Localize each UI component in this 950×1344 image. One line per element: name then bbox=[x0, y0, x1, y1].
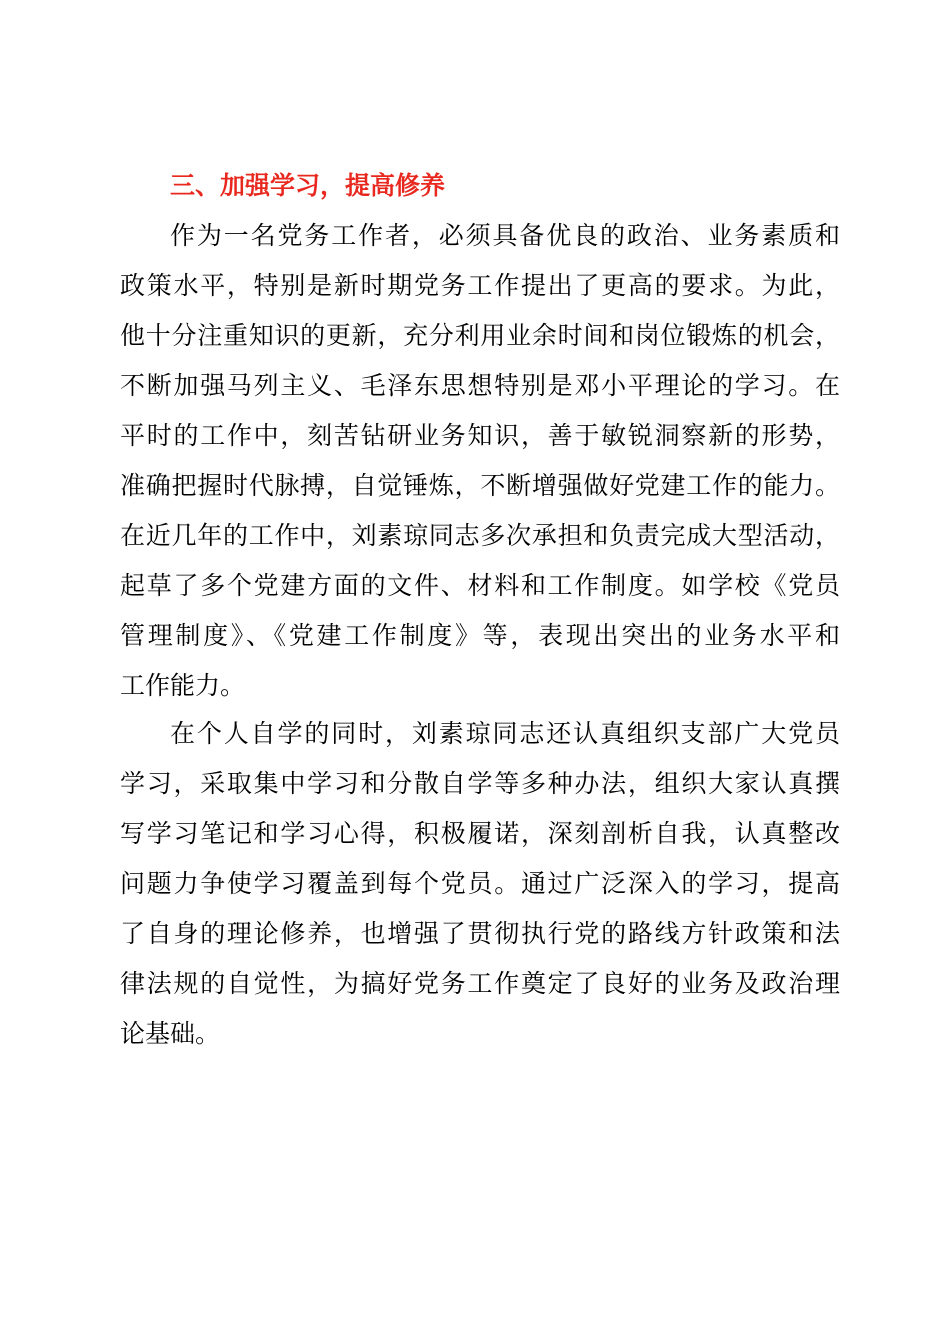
paragraph-1 bbox=[120, 211, 840, 711]
text-line: 作为一名党务工作者，必须具备优良的政治、业务素质和 bbox=[170, 221, 840, 250]
text-line: 学习，采取集中学习和分散自学等多种办法，组织大家认真撰 bbox=[120, 769, 840, 798]
text-line: 政策水平，特别是新时期党务工作提出了更高的要求。为此， bbox=[120, 271, 840, 300]
text-line: 论基础。 bbox=[120, 1019, 221, 1048]
paragraph-2 bbox=[120, 709, 840, 1059]
text-line: 了自身的理论修养，也增强了贯彻执行党的路线方针政策和法 bbox=[120, 919, 840, 948]
text-line: 在近几年的工作中，刘素琼同志多次承担和负责完成大型活动， bbox=[120, 521, 840, 550]
text-line: 在个人自学的同时，刘素琼同志还认真组织支部广大党员 bbox=[170, 719, 840, 748]
text-line: 工作能力。 bbox=[120, 671, 246, 700]
text-line: 管理制度》、《党建工作制度》等，表现出突出的业务水平和 bbox=[120, 621, 840, 650]
text-line: 问题力争使学习覆盖到每个党员。通过广泛深入的学习，提高 bbox=[120, 869, 840, 898]
text-line: 律法规的自觉性，为搞好党务工作奠定了良好的业务及政治理 bbox=[120, 969, 840, 998]
section-heading: 三、加强学习，提高修养 bbox=[170, 171, 446, 200]
text-line: 平时的工作中，刻苦钻研业务知识，善于敏锐洞察新的形势， bbox=[120, 421, 840, 450]
text-line: 准确把握时代脉搏，自觉锤炼，不断增强做好党建工作的能力。 bbox=[120, 471, 840, 500]
text-line: 起草了多个党建方面的文件、材料和工作制度。如学校《党员 bbox=[120, 571, 840, 600]
text-line: 他十分注重知识的更新，充分利用业余时间和岗位锻炼的机会， bbox=[120, 321, 840, 350]
text-line: 不断加强马列主义、毛泽东思想特别是邓小平理论的学习。在 bbox=[120, 371, 840, 400]
text-line: 写学习笔记和学习心得，积极履诺，深刻剖析自我，认真整改 bbox=[120, 819, 840, 848]
